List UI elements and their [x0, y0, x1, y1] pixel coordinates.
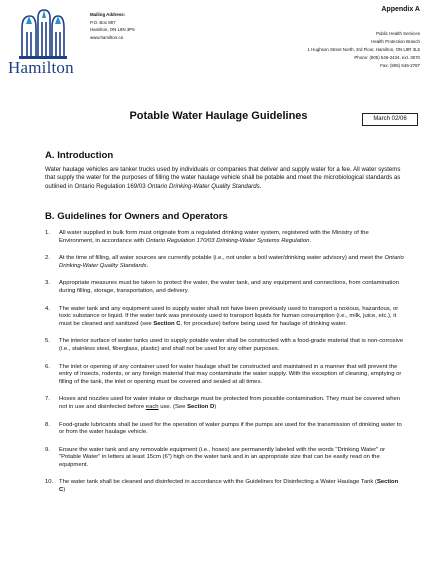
guideline-text: use. (See	[158, 403, 188, 410]
hamilton-wordmark: Hamilton	[8, 58, 74, 77]
section-b-heading: B. Guidelines for Owners and Operators	[45, 211, 228, 222]
mailing-line: P.O. Box 897	[90, 19, 116, 25]
guideline-text: .	[146, 262, 149, 269]
emphasis-text: each	[145, 403, 159, 410]
department-line: Phone: (905) 546-2424, ext. 3570	[354, 55, 420, 60]
guideline-text: )	[214, 403, 217, 410]
guideline-text: The interior surface of water tanks used to supply potable water shall be constructed with a food-grade material that is non-corrosive (i.e., stainless steel, fiberglass, plastic) and shall not be used for any other purposes.	[59, 338, 404, 352]
mailing-address	[90, 11, 135, 41]
guideline-number: 4.	[45, 305, 50, 312]
guideline-item	[45, 364, 405, 387]
department-address	[307, 30, 420, 70]
guideline-number: 6.	[45, 363, 50, 370]
section-reference: Section C	[59, 479, 399, 494]
guidelines-list	[45, 230, 405, 495]
mailing-line: Hamilton, ON L8N 3P6	[90, 27, 135, 33]
guideline-text: The inlet or opening of any container used for water haulage shall be constructed and maintained in a manner that will prevent the entry of insects, rodents, or any foreign material that may contaminate the water supply. With the exception of cleaning, emptying or filling of the tank, the inlet or opening must be covered and sealed at all times.	[59, 363, 402, 385]
guideline-text: Ensure the water tank and any removable equipment (i.e., hoses) are permanently labeled with the words "Drinking Water" or "Potable Water" in letters at least 15cm (6") high on the water tank and in an appropriate size that can be easily read on the equipment.	[59, 446, 386, 468]
guideline-number: 9.	[45, 446, 50, 453]
guideline-text: Hoses and nozzles used for water intake or discharge must be protected from possible contamination. They must be covered when not in use and disinfected before	[59, 396, 401, 410]
guideline-number: 5.	[45, 338, 50, 345]
guideline-item	[45, 338, 405, 353]
section-reference: Section C	[153, 320, 181, 327]
guideline-text: . for procedure) before being used for haulage of drinking water.	[180, 320, 347, 327]
guideline-text: Food-grade lubricants shall be used for the operation of water pumps if the pumps are used for the transmission of drinking water to or from the water haulage vehicle.	[59, 421, 402, 436]
department-line: 1 Hughson Street North, 3rd Floor, Hamilton, ON L8R 3L5	[307, 47, 420, 52]
guideline-text: At the time of filling, all water sources are currently potable (i.e., not under a boil water/drinking water advisory) and meet the	[59, 255, 385, 262]
guideline-text: .	[309, 237, 312, 244]
guideline-number: 8.	[45, 421, 50, 428]
guideline-item	[45, 280, 405, 295]
guideline-text: All water supplied in bulk form must originate from a regulated drinking water system, registered with the Ministry of the Environment, in accordance with	[59, 230, 369, 244]
guideline-text: The water tank and any equipment used to supply water shall not have been previously used to transport a noxious, hazardous, or toxic substance or liquid. If the water tank was previously used to transport liquids for human consumption (i.e., milk, juice, etc.), it must be cleaned and sanitized (see	[59, 305, 399, 327]
appendix-label: Appendix A	[381, 6, 420, 13]
section-a-heading: A. Introduction	[45, 150, 114, 161]
section-reference: Section D	[187, 403, 215, 410]
guideline-item	[45, 306, 405, 329]
guideline-number: 7.	[45, 396, 50, 403]
guideline-item	[45, 255, 405, 270]
mailing-label: Mailing Address:	[90, 12, 126, 17]
department-line: Public Health Services	[376, 31, 420, 36]
guideline-text: The water tank shall be cleaned and disinfected in accordance with the Guidelines for Disinfecting a Water Haulage Tank (	[59, 479, 377, 486]
guideline-text: )	[63, 487, 66, 494]
department-line: Fax: (905) 546-2787	[380, 63, 420, 68]
guideline-number: 3.	[45, 280, 50, 287]
guideline-item	[45, 422, 405, 437]
regulation-title: Ontario Regulation 170/03 Drinking-Water Systems Regulation	[145, 237, 310, 244]
regulation-title: Ontario Drinking-Water Quality Standards	[59, 255, 404, 269]
guideline-number: 10.	[45, 479, 54, 486]
department-line: Health Protection Branch	[371, 39, 420, 44]
guideline-item	[45, 396, 405, 411]
guideline-item	[45, 230, 405, 245]
intro-regulation-title: Ontario Drinking-Water Quality Standards	[147, 182, 260, 190]
intro-text: Water haulage vehicles are tanker trucks used by individuals or companies that deliver and supply water for a fee. All water systems that supply the water for the purposes of filling the water haulage vehicle shall be potable and meet the microbiological standards as outlined in Ontario Regulation 169/03	[45, 166, 401, 190]
guideline-item	[45, 479, 405, 494]
guideline-number: 1.	[45, 230, 50, 236]
mailing-line: www.hamilton.ca	[90, 34, 123, 40]
document-title: Potable Water Haulage Guidelines	[129, 110, 308, 122]
intro-text-end: .	[259, 182, 262, 190]
introduction-paragraph	[45, 166, 405, 191]
hamilton-crest-icon	[16, 8, 70, 60]
guideline-item	[45, 447, 405, 470]
guideline-text: Appropriate measures must be taken to protect the water, the water tank, and any equipment and connections, from contamination during filling, storage, transportation, and delivery.	[59, 280, 399, 294]
hamilton-logo	[8, 8, 82, 78]
guideline-number: 2.	[45, 255, 50, 262]
date-box: March 02/06	[362, 113, 418, 126]
